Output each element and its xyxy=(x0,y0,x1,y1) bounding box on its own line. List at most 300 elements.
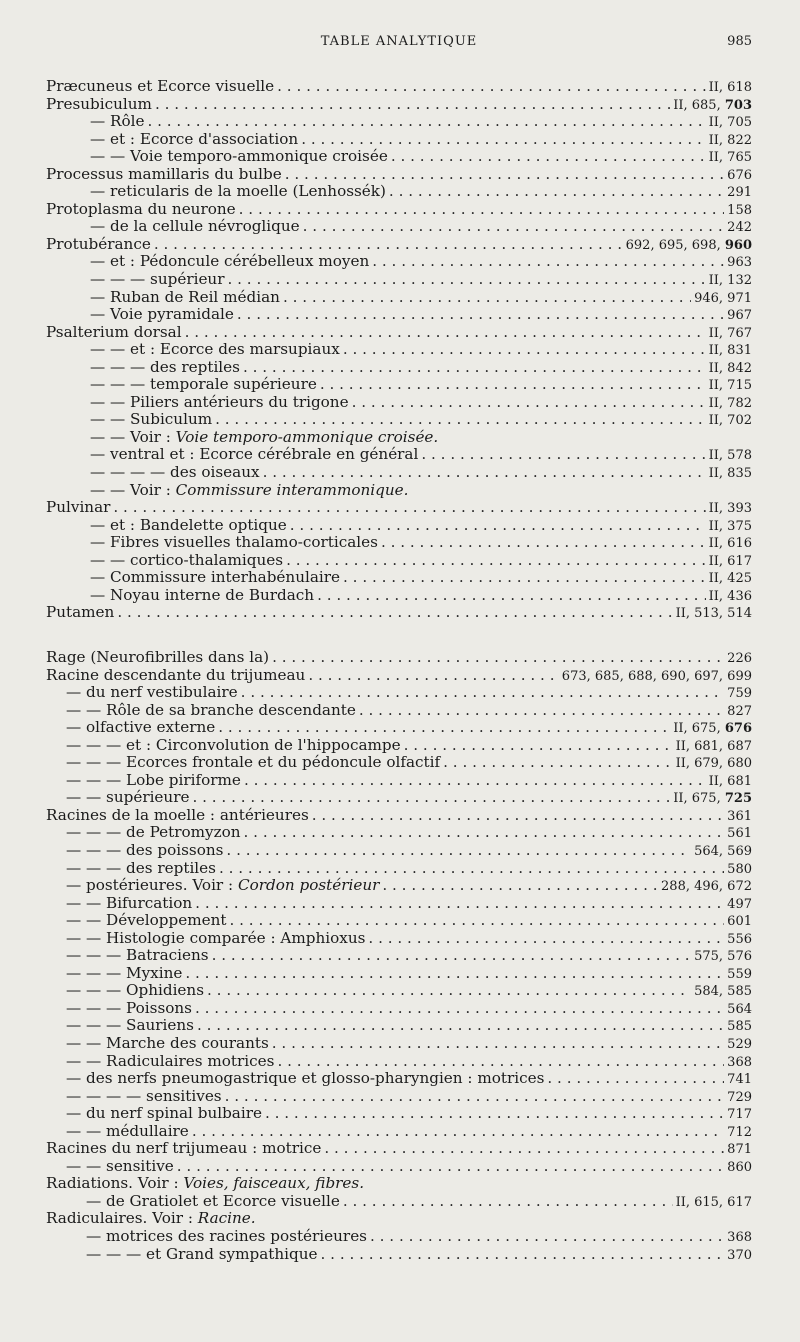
entry-refs-text: II, 702 xyxy=(708,413,752,429)
leader-dots xyxy=(404,737,673,755)
entry-term: Racines du nerf trijumeau : motrice xyxy=(46,1139,322,1158)
entry-page-refs xyxy=(727,1001,752,1019)
entry-term: — — — et Grand sympathique xyxy=(86,1244,318,1263)
entry-term: Rage (Neurofibrilles dans la) xyxy=(46,647,270,666)
entry-refs-text: 717 xyxy=(727,1107,752,1123)
leader-dots xyxy=(185,324,706,342)
entry-page-refs xyxy=(709,535,752,553)
entry-page-refs xyxy=(676,1194,752,1212)
entry-page-refs xyxy=(709,132,752,150)
index-entry xyxy=(46,517,752,535)
entry-refs-text: II, 132 xyxy=(708,273,752,289)
index-entry xyxy=(46,482,752,500)
entry-refs-text: II, 715 xyxy=(708,378,752,394)
entry-term: — des nerfs pneumogastrique et glosso-pharyngien : motrices xyxy=(66,1069,545,1088)
entry-refs-text: II, 578 xyxy=(708,448,752,464)
entry-term: — — Marche des courants xyxy=(66,1033,269,1052)
index-entry xyxy=(46,569,752,587)
entry-page-refs xyxy=(709,342,752,360)
entry-term: Presubiculum xyxy=(46,94,152,113)
entry-page-refs xyxy=(727,307,752,325)
index-entry xyxy=(46,667,752,685)
leader-dots xyxy=(272,1035,724,1053)
leader-dots xyxy=(443,754,672,772)
entry-page-refs xyxy=(727,913,752,931)
entry-page-refs xyxy=(676,605,752,623)
index-entry xyxy=(46,306,752,324)
entry-page-refs xyxy=(676,755,752,773)
index-entry xyxy=(46,236,752,254)
entry-refs-text: 692, 695, 698, xyxy=(625,237,725,253)
leader-dots xyxy=(192,1123,724,1141)
entry-term: Racines de la moelle : antérieures xyxy=(46,805,309,824)
entry-term: Radiations. Voir : Voies, faisceaux, fibres. xyxy=(46,1174,365,1193)
entry-italic-ref: Commissure interammonique. xyxy=(175,480,409,499)
entry-page-refs xyxy=(727,861,752,879)
entry-term: — Commissure interhabénulaire xyxy=(90,568,341,587)
entry-refs-text: 291 xyxy=(727,185,752,201)
entry-page-refs xyxy=(727,1124,752,1142)
leader-dots xyxy=(155,96,670,114)
entry-term: Putamen xyxy=(46,603,115,622)
leader-dots xyxy=(226,842,691,860)
entry-page-refs xyxy=(727,1106,752,1124)
index-entry xyxy=(46,1193,752,1211)
leader-dots xyxy=(237,306,724,324)
entry-term: — — — des poissons xyxy=(66,840,224,859)
entry-page-refs xyxy=(709,149,752,167)
entry-refs-text: II, 393 xyxy=(708,501,752,517)
entry-refs-text: 967 xyxy=(727,308,752,324)
entry-refs-text: 712 xyxy=(727,1124,752,1140)
leader-dots xyxy=(391,148,706,166)
entry-term: — — — Ecorces frontale et du pédoncule olfactif xyxy=(66,753,441,772)
index-entry xyxy=(46,1000,752,1018)
entry-refs-text: II, 617 xyxy=(708,553,752,569)
entry-term: Processus mamillaris du bulbe xyxy=(46,164,282,183)
leader-dots xyxy=(147,113,705,131)
entry-page-refs xyxy=(694,948,752,966)
entry-page-refs xyxy=(709,773,752,791)
entry-page-refs xyxy=(709,272,752,290)
entry-page-refs xyxy=(709,79,752,97)
index-entry xyxy=(46,649,752,667)
entry-refs-text: 585 xyxy=(727,1019,752,1035)
entry-refs-text: 741 xyxy=(727,1072,752,1088)
leader-dots xyxy=(301,131,705,149)
entry-main-ref: 725 xyxy=(724,791,752,807)
entry-page-refs xyxy=(626,237,752,255)
entry-refs-text: 580 xyxy=(727,861,752,877)
entry-refs-text: 584, 585 xyxy=(694,984,752,1000)
leader-dots xyxy=(277,78,705,96)
index-entry xyxy=(46,166,752,184)
index-entry xyxy=(46,253,752,271)
entry-term: — — Voir : Commissure interammonique. xyxy=(90,480,409,499)
entry-page-refs xyxy=(709,412,752,430)
entry-refs-text: 860 xyxy=(727,1159,752,1175)
entry-page-refs xyxy=(709,570,752,588)
entry-term: — — Radiculaires motrices xyxy=(66,1051,275,1070)
leader-dots xyxy=(113,499,705,517)
index-entry xyxy=(46,1246,752,1264)
index-entry xyxy=(46,1053,752,1071)
leader-dots xyxy=(207,982,691,1000)
entry-term: — du nerf spinal bulbaire xyxy=(66,1104,262,1123)
entry-refs-text: II, 765 xyxy=(708,150,752,166)
entry-term: Pulvinar xyxy=(46,498,111,517)
entry-term: — — — Sauriens xyxy=(66,1016,194,1035)
entry-refs-text: 676 xyxy=(727,167,752,183)
entry-term: Psalterium dorsal xyxy=(46,322,182,341)
index-entries xyxy=(46,78,752,1263)
leader-dots xyxy=(320,376,706,394)
leader-dots xyxy=(215,411,706,429)
entry-refs-text: 564, 569 xyxy=(694,843,752,859)
index-entry xyxy=(46,201,752,219)
entry-term: — — Rôle de sa branche descendante xyxy=(66,700,356,719)
leader-dots xyxy=(372,253,724,271)
entry-refs-text: 288, 496, 672 xyxy=(661,879,752,895)
index-entry xyxy=(46,702,752,720)
index-entry xyxy=(46,394,752,412)
entry-page-refs xyxy=(709,518,752,536)
entry-term: — postérieures. Voir : Cordon postérieur xyxy=(66,876,380,895)
entry-page-refs xyxy=(727,1141,752,1159)
entry-term: — — — supérieur xyxy=(90,270,225,289)
entry-term: — Ruban de Reil médian xyxy=(90,287,280,306)
entry-term: — — — Batraciens xyxy=(66,946,209,965)
entry-page-refs xyxy=(727,1054,752,1072)
entry-page-refs xyxy=(727,1071,752,1089)
entry-main-ref: 676 xyxy=(724,721,752,737)
index-entry xyxy=(46,684,752,702)
index-entry xyxy=(46,429,752,447)
index-entry xyxy=(46,1123,752,1141)
leader-dots xyxy=(421,446,705,464)
entry-term: — — et : Ecorce des marsupiaux xyxy=(90,340,340,359)
leader-dots xyxy=(239,201,725,219)
leader-dots xyxy=(389,183,724,201)
entry-term: — — Voir : Voie temporo-ammonique croisée. xyxy=(90,427,439,446)
index-entry xyxy=(46,534,752,552)
entry-refs-text: 759 xyxy=(727,686,752,702)
entry-refs-text: II, 513, 514 xyxy=(675,606,752,622)
running-title: TABLE ANALYTIQUE xyxy=(320,34,478,49)
entry-page-refs xyxy=(727,966,752,984)
entry-term: — de la cellule névroglique xyxy=(90,217,300,236)
index-entry xyxy=(46,464,752,482)
entry-refs-text: II, 675, xyxy=(673,721,725,737)
entry-page-refs xyxy=(709,360,752,378)
leader-dots xyxy=(317,587,706,605)
entry-refs-text: 497 xyxy=(727,896,752,912)
entry-term: — — Subiculum xyxy=(90,410,213,429)
entry-page-refs xyxy=(727,1036,752,1054)
entry-refs-text: II, 842 xyxy=(708,360,752,376)
index-entry xyxy=(46,1035,752,1053)
entry-italic-ref: Racine. xyxy=(197,1209,256,1228)
leader-dots xyxy=(177,1158,724,1176)
entry-page-refs xyxy=(727,685,752,703)
index-entry xyxy=(46,877,752,895)
entry-term: — et : Ecorce d'association xyxy=(90,129,299,148)
entry-page-refs xyxy=(694,843,752,861)
entry-page-refs xyxy=(727,1247,752,1265)
entry-refs-text: II, 615, 617 xyxy=(675,1194,752,1210)
entry-term: Protoplasma du neurone xyxy=(46,199,236,218)
index-entry xyxy=(46,912,752,930)
entry-refs-text: 370 xyxy=(727,1247,752,1263)
entry-refs-text: II, 831 xyxy=(708,343,752,359)
entry-refs-text: 529 xyxy=(727,1036,752,1052)
entry-refs-text: II, 375 xyxy=(708,518,752,534)
index-entry xyxy=(46,604,752,622)
entry-refs-text: II, 681 xyxy=(708,773,752,789)
entry-page-refs xyxy=(727,650,752,668)
running-header xyxy=(46,34,752,56)
index-entry xyxy=(46,183,752,201)
entry-term: — — Bifurcation xyxy=(66,893,193,912)
leader-dots xyxy=(244,772,706,790)
index-entry xyxy=(46,1105,752,1123)
leader-dots xyxy=(227,271,705,289)
entry-term: — — — Ophidiens xyxy=(66,981,205,1000)
leader-dots xyxy=(312,807,724,825)
index-entry xyxy=(46,1228,752,1246)
entry-term: — — Voie temporo-ammonique croisée xyxy=(90,147,388,166)
entry-term: — — — temporale supérieure xyxy=(90,375,317,394)
entry-page-refs xyxy=(673,720,752,738)
index-entry xyxy=(46,218,752,236)
entry-refs-text: 561 xyxy=(727,826,752,842)
leader-dots xyxy=(265,1105,724,1123)
entry-page-refs xyxy=(676,738,752,756)
entry-term: — Noyau interne de Burdach xyxy=(90,585,315,604)
entry-refs-text: 226 xyxy=(727,650,752,666)
index-entry xyxy=(46,1175,752,1193)
leader-dots xyxy=(368,930,724,948)
entry-page-refs xyxy=(727,1159,752,1177)
index-entry xyxy=(46,1088,752,1106)
entry-main-ref: 960 xyxy=(724,237,752,253)
entry-term: — et : Bandelette optique xyxy=(90,515,287,534)
entry-term: — — — — des oiseaux xyxy=(90,463,260,482)
leader-dots xyxy=(241,684,725,702)
index-entry xyxy=(46,271,752,289)
index-entry xyxy=(46,895,752,913)
entry-refs-text: 946, 971 xyxy=(694,290,752,306)
entry-refs-text: 242 xyxy=(727,220,752,236)
entry-term: — reticularis de la moelle (Lenhossék) xyxy=(90,182,386,201)
leader-dots xyxy=(185,965,724,983)
index-entry xyxy=(46,1158,752,1176)
entry-refs-text: 963 xyxy=(727,255,752,271)
entry-refs-text: II, 679, 680 xyxy=(675,756,752,772)
entry-page-refs xyxy=(709,114,752,132)
entry-italic-ref: Voie temporo-ammonique croisée. xyxy=(175,427,439,446)
entry-refs-text: 827 xyxy=(727,703,752,719)
entry-page-refs xyxy=(727,808,752,826)
index-entry xyxy=(46,842,752,860)
leader-dots xyxy=(547,1070,724,1088)
entry-page-refs xyxy=(727,1089,752,1107)
index-entry xyxy=(46,1210,752,1228)
leader-dots xyxy=(272,649,724,667)
leader-dots xyxy=(218,719,670,737)
entry-term: — — — et : Circonvolution de l'hippocampe xyxy=(66,735,401,754)
leader-dots xyxy=(283,289,691,307)
leader-dots xyxy=(197,1017,724,1035)
entry-refs-text: II, 425 xyxy=(708,571,752,587)
entry-page-refs xyxy=(709,377,752,395)
entry-refs-text: 601 xyxy=(727,914,752,930)
leader-dots xyxy=(303,218,725,236)
leader-dots xyxy=(225,1088,725,1106)
leader-dots xyxy=(154,236,623,254)
entry-term: — — Développement xyxy=(66,911,227,930)
entry-refs-text: II, 618 xyxy=(708,80,752,95)
index-entry xyxy=(46,1070,752,1088)
entry-refs-text: II, 685, xyxy=(673,97,725,113)
entry-refs-text: II, 767 xyxy=(708,325,752,341)
leader-dots xyxy=(286,552,706,570)
entry-refs-text: 729 xyxy=(727,1089,752,1105)
entry-term: — Voie pyramidale xyxy=(90,305,234,324)
entry-term: — — Histologie comparée : Amphioxus xyxy=(66,928,366,947)
entry-page-refs xyxy=(727,825,752,843)
index-entry xyxy=(46,411,752,429)
leader-dots xyxy=(243,359,706,377)
index-entry xyxy=(46,789,752,807)
leader-dots xyxy=(244,824,725,842)
entry-refs-text: 564 xyxy=(727,1001,752,1017)
entry-page-refs xyxy=(709,447,752,465)
entry-page-refs xyxy=(727,896,752,914)
entry-page-refs xyxy=(727,167,752,185)
entry-refs-text: 575, 576 xyxy=(694,949,752,965)
entry-term: Protubérance xyxy=(46,234,151,253)
leader-dots xyxy=(285,166,724,184)
entry-page-refs xyxy=(727,703,752,721)
index-entry xyxy=(46,930,752,948)
entry-term: — — — Lobe piriforme xyxy=(66,770,241,789)
entry-term: — — cortico-thalamiques xyxy=(90,550,284,569)
entry-term: Racine descendante du trijumeau xyxy=(46,665,306,684)
leader-dots xyxy=(359,702,724,720)
entry-page-refs xyxy=(727,219,752,237)
index-entry xyxy=(46,737,752,755)
entry-refs-text: 673, 685, 688, 690, 697, 699 xyxy=(561,668,752,684)
index-entry xyxy=(46,324,752,342)
index-entry xyxy=(46,965,752,983)
leader-dots xyxy=(343,341,706,359)
entry-page-refs xyxy=(694,983,752,1001)
index-entry xyxy=(46,807,752,825)
entry-term: — — médullaire xyxy=(66,1121,189,1140)
index-entry xyxy=(46,78,752,96)
index-entry xyxy=(46,1140,752,1158)
index-entry xyxy=(46,860,752,878)
entry-page-refs xyxy=(727,931,752,949)
entry-refs-text: 559 xyxy=(727,966,752,982)
entry-refs-text: II, 782 xyxy=(708,395,752,411)
leader-dots xyxy=(195,895,724,913)
entry-term: — — Piliers antérieurs du trigone xyxy=(90,392,349,411)
index-entry xyxy=(46,289,752,307)
index-entry xyxy=(46,754,752,772)
entry-page-refs xyxy=(727,202,752,220)
entry-page-refs xyxy=(673,97,752,115)
entry-refs-text: 361 xyxy=(727,808,752,824)
entry-page-refs xyxy=(709,553,752,571)
entry-page-refs xyxy=(709,500,752,518)
entry-page-refs xyxy=(562,668,752,686)
entry-term: — de Gratiolet et Ecorce visuelle xyxy=(86,1191,340,1210)
leader-dots xyxy=(321,1246,725,1264)
entry-refs-text: 368 xyxy=(727,1230,752,1245)
index-entry xyxy=(46,719,752,737)
entry-refs-text: 158 xyxy=(727,202,752,218)
index-entry xyxy=(46,341,752,359)
leader-dots xyxy=(117,604,672,622)
entry-refs-text: II, 616 xyxy=(708,536,752,552)
entry-term: — ventral et : Ecorce cérébrale en général xyxy=(90,445,419,464)
entry-refs-text: II, 436 xyxy=(708,588,752,604)
entry-term: Radiculaires. Voir : Racine. xyxy=(46,1209,256,1228)
entry-term: — — supérieure xyxy=(66,788,190,807)
entry-page-refs xyxy=(727,1229,752,1247)
entry-term: — — — de Petromyzon xyxy=(66,823,241,842)
leader-dots xyxy=(343,569,706,587)
entry-term: — — — Poissons xyxy=(66,998,192,1017)
index-entry xyxy=(46,376,752,394)
entry-page-refs xyxy=(709,325,752,343)
index-entry xyxy=(46,587,752,605)
leader-dots xyxy=(195,1000,724,1018)
index-entry xyxy=(46,113,752,131)
entry-refs-text: II, 835 xyxy=(708,466,752,482)
entry-page-refs xyxy=(709,465,752,483)
index-entry xyxy=(46,96,752,114)
index-entry xyxy=(46,499,752,517)
entry-page-refs xyxy=(727,184,752,202)
page-number: 985 xyxy=(727,34,752,49)
index-entry xyxy=(46,772,752,790)
entry-italic-ref: Voies, faisceaux, fibres. xyxy=(183,1174,365,1193)
leader-dots xyxy=(219,860,724,878)
entry-term: — olfactive externe xyxy=(66,718,216,737)
index-entry xyxy=(46,552,752,570)
leader-dots xyxy=(370,1228,724,1246)
index-entry xyxy=(46,131,752,149)
entry-page-refs xyxy=(661,878,752,896)
leader-dots xyxy=(352,394,706,412)
leader-dots xyxy=(382,877,658,895)
leader-dots xyxy=(192,789,670,807)
leader-dots xyxy=(343,1193,673,1211)
leader-dots xyxy=(229,912,724,930)
entry-italic-ref: Cordon postérieur xyxy=(237,876,380,895)
leader-dots xyxy=(324,1140,724,1158)
entry-term: — du nerf vestibulaire xyxy=(66,683,238,702)
leader-dots xyxy=(290,517,706,535)
entry-refs-text: II, 681, 687 xyxy=(675,738,752,754)
leader-dots xyxy=(277,1053,724,1071)
entry-term: — Fibres visuelles thalamo-corticales xyxy=(90,533,378,552)
entry-main-ref: 703 xyxy=(724,97,752,113)
index-entry xyxy=(46,824,752,842)
